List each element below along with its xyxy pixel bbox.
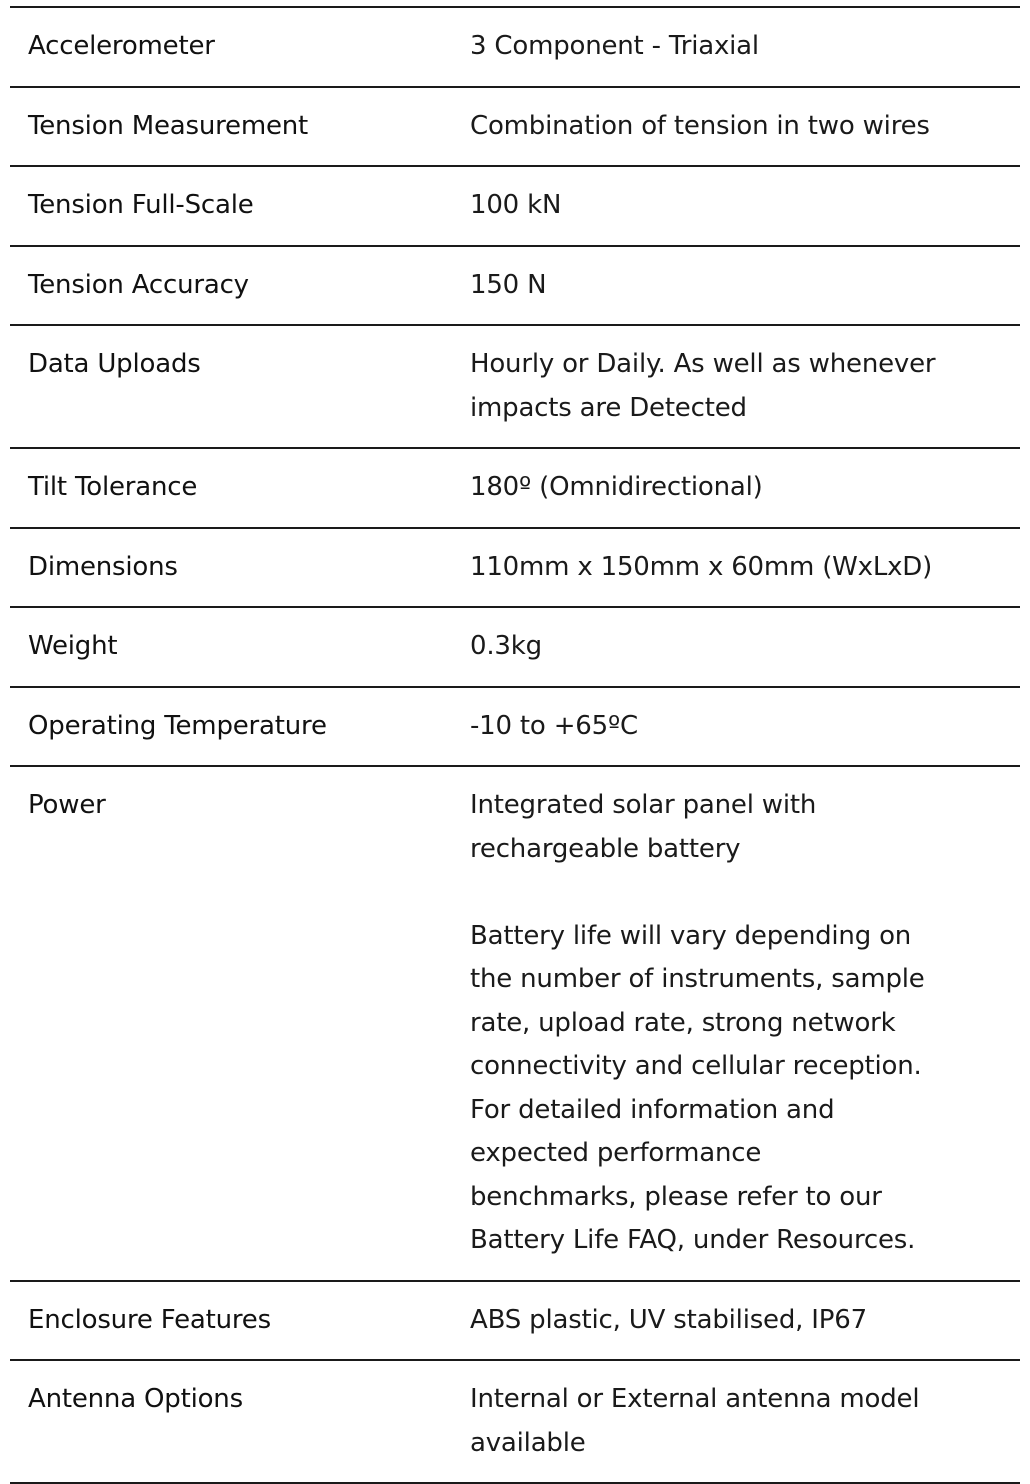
spec-value-line: Battery life will vary depending on: [470, 920, 912, 951]
spec-value-line: available: [470, 1427, 586, 1458]
spec-value: [470, 687, 1020, 767]
spec-row-power: [10, 766, 1020, 1281]
spec-label: Operating Temperature: [10, 687, 470, 767]
spec-value-line: 0.3kg: [470, 631, 542, 661]
spec-row-weight: [10, 607, 1020, 687]
spec-label: Tension Measurement: [10, 87, 470, 167]
spec-value-line: Internal or External antenna model: [470, 1384, 920, 1414]
spec-label: Weight: [10, 607, 470, 687]
spec-value: [470, 1360, 1020, 1483]
spec-value-line: Hourly or Daily. As well as whenever: [470, 349, 936, 379]
spec-value-line: impacts are Detected: [470, 392, 747, 423]
spec-value-line: Combination of tension in two wires: [470, 110, 930, 141]
spec-label: Power: [10, 766, 470, 1281]
spec-value-line: Battery Life FAQ, under Resources.: [470, 1225, 916, 1255]
spec-row-data-uploads: [10, 325, 1020, 448]
spec-value: [470, 325, 1020, 448]
spec-value: [470, 246, 1020, 326]
spec-value-line: rate, upload rate, strong network: [470, 1007, 896, 1038]
spec-row-tension-accuracy: [10, 246, 1020, 326]
spec-value-line: 110mm x 150mm x 60mm (WxLxD): [470, 551, 933, 582]
spec-value: [470, 607, 1020, 687]
spec-value-line: 100 kN: [470, 190, 562, 220]
spec-value-line: rechargeable battery: [470, 833, 741, 864]
spec-value-line: 180º (Omnidirectional): [470, 472, 763, 502]
spec-value: [470, 7, 1020, 87]
spec-label: Tilt Tolerance: [10, 448, 470, 528]
spec-value: [470, 448, 1020, 528]
specifications-table: [10, 6, 1020, 1484]
spec-row-dimensions: [10, 528, 1020, 608]
spec-label: Enclosure Features: [10, 1281, 470, 1361]
spec-value: [470, 528, 1020, 608]
spec-value-line: 150 N: [470, 269, 547, 300]
spec-value: [470, 166, 1020, 246]
spec-value-line: ABS plastic, UV stabilised, IP67: [470, 1304, 867, 1335]
spec-label: Accelerometer: [10, 7, 470, 87]
spec-value-line: 3 Component - Triaxial: [470, 31, 759, 61]
spec-label: Data Uploads: [10, 325, 470, 448]
spec-row-tension-measurement: [10, 87, 1020, 167]
spec-value: [470, 766, 1020, 1281]
spec-label: Tension Accuracy: [10, 246, 470, 326]
spec-value: [470, 1281, 1020, 1361]
spec-row-enclosure-features: [10, 1281, 1020, 1361]
spec-value-line: connectivity and cellular reception.: [470, 1051, 922, 1081]
spec-value-line: For detailed information and: [470, 1094, 835, 1125]
spec-row-operating-temperature: [10, 687, 1020, 767]
spec-label: Antenna Options: [10, 1360, 470, 1483]
spec-value-line: -10 to +65ºC: [470, 710, 638, 741]
spec-label: Dimensions: [10, 528, 470, 608]
spec-value-line: the number of instruments, sample: [470, 964, 925, 994]
spec-value: [470, 87, 1020, 167]
spec-row-tilt-tolerance: [10, 448, 1020, 528]
spec-value-line: Integrated solar panel with: [470, 790, 817, 820]
paragraph-gap: [470, 871, 1020, 915]
spec-row-accelerometer: [10, 7, 1020, 87]
spec-label: Tension Full-Scale: [10, 166, 470, 246]
spec-value-line: expected performance: [470, 1138, 762, 1168]
spec-value-line: benchmarks, please refer to our: [470, 1181, 882, 1212]
spec-row-tension-full-scale: [10, 166, 1020, 246]
spec-row-antenna-options: [10, 1360, 1020, 1483]
